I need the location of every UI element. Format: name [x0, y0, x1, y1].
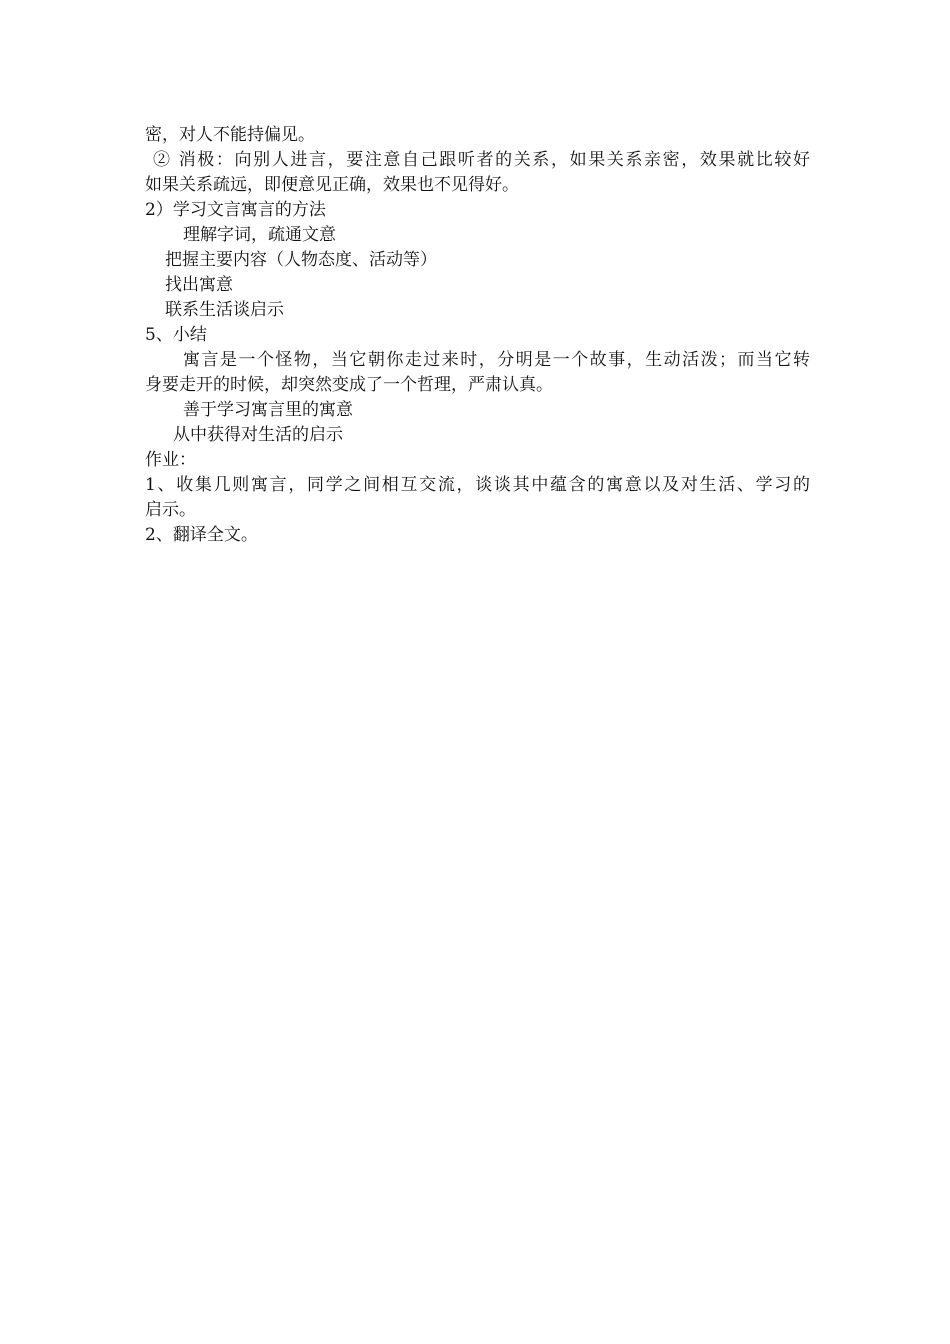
summary-line: 善于学习寓言里的寓意: [183, 400, 353, 420]
section-heading: 2）学习文言寓言的方法: [145, 200, 326, 220]
paragraph-line: ② 消极：向别人进言，要注意自己跟听者的关系，如果关系亲密，效果就比较好: [153, 150, 810, 170]
summary-line: 从中获得对生活的启示: [173, 425, 343, 445]
section-heading: 作业：: [145, 450, 196, 470]
paragraph-line: 密，对人不能持偏见。: [145, 125, 315, 145]
list-item: 理解字词，疏通文意: [183, 225, 336, 245]
list-item: 找出寓意: [165, 275, 233, 295]
paragraph-line: 身要走开的时候，却突然变成了一个哲理，严肃认真。: [145, 375, 553, 395]
list-item: 把握主要内容（人物态度、活动等）: [165, 250, 437, 270]
homework-item: 1、收集几则寓言，同学之间相互交流，谈谈其中蕴含的寓意以及对生活、学习的: [145, 475, 810, 495]
paragraph-line: 寓言是一个怪物，当它朝你走过来时，分明是一个故事，生动活泼；而当它转: [183, 350, 810, 370]
homework-item: 启示。: [145, 500, 196, 520]
homework-item: 2、翻译全文。: [145, 525, 258, 545]
paragraph-line: 如果关系疏远，即便意见正确，效果也不见得好。: [145, 175, 519, 195]
document-body: [145, 123, 810, 548]
section-heading: 5、小结: [145, 325, 207, 345]
list-item: 联系生活谈启示: [165, 300, 284, 320]
